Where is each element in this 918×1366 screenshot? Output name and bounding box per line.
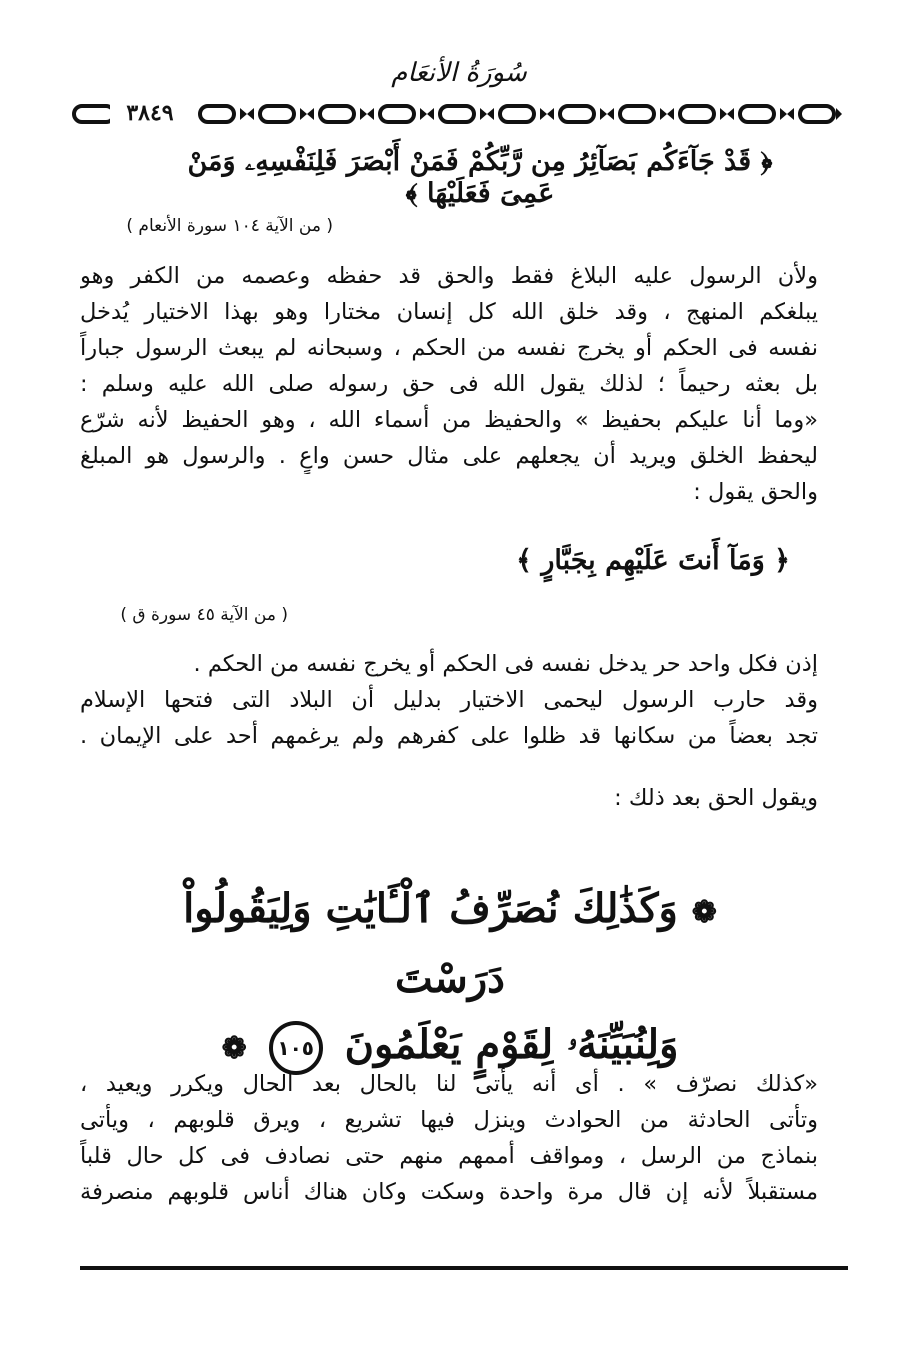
paragraph-3: [80, 1066, 818, 1210]
paragraph-line: نفسه فى الحكم أو يخرج نفسه من الحكم ، وسبحانه لم يبعث الرسول جباراً: [80, 335, 818, 361]
verse-ornament-icon: ❁: [221, 1031, 247, 1066]
paragraph-line: ويقول الحق بعد ذلك :: [614, 785, 818, 811]
paragraph-line: مستقبلاً لأنه إن قال مرة واحدة وسكت وكان هناك أناس قلوبهم منصرفة: [80, 1179, 818, 1205]
paragraph-line: وقد حارب الرسول ليحمى الاختيار بدليل أن البلاد التى فتحها الإسلام: [80, 687, 818, 713]
paragraph-line: تجد بعضاً من سكانها قد ظلوا على كفرهم ولم يرغمهم أحد على الإيمان .: [80, 723, 818, 749]
verse-105-line-1: [150, 876, 750, 1012]
paragraph-line: ولأن الرسول عليه البلاغ فقط والحق قد حفظه وعصمه من الكفر وهو: [80, 263, 818, 289]
paragraph-line: وتأتى الحادثة من الحوادث وينزل فيها تشريع ، ويرق قلوبهم ، ويأتى: [80, 1107, 818, 1133]
verse-text: وَلِنُبَيِّنَهُۥ لِقَوْمٍ يَعْلَمُونَ: [344, 1021, 679, 1068]
paragraph-line: يبلغكم المنهج ، وقد خلق الله كل إنسان مختارا وهو بهذا الاختيار يُدخل: [80, 299, 818, 325]
paragraph-1: [80, 258, 818, 510]
paragraph-2: [80, 646, 818, 754]
footer-rule: [80, 1266, 848, 1270]
transition-line: [80, 780, 818, 816]
verse-reference-104: ( من الآية ١٠٤ سورة الأنعام ): [126, 216, 333, 236]
ayah-number-badge: ١٠٥: [269, 1021, 323, 1075]
paragraph-line: «كذلك نصرّف » . أى أنه يأتى لنا بالحال بعد الحال ويكرر ويعيد ،: [80, 1071, 818, 1097]
verse-ornament-icon: ❁: [691, 895, 717, 930]
paragraph-line: بنماذج من الرسل ، ومواقف أممهم منهم حتى نصادف فى كل حال قلباً: [80, 1143, 818, 1169]
paragraph-line: إذن فكل واحد حر يدخل نفسه فى الحكم أو يخرج نفسه من الحكم .: [193, 651, 818, 677]
paragraph-line: ليحفظ الخلق ويريد أن يجعلهم على مثال حسن واعٍ . والرسول هو المبلغ: [80, 443, 818, 469]
paragraph-line: «وما أنا عليكم بحفيظ » والحفيظ من أسماء الله ، وهو الحفيظ لأنه شرّع: [80, 407, 818, 433]
verse-text: وَكَذَٰلِكَ نُصَرِّفُ ٱلْـَٔايَٰتِ وَلِيَقُولُواْ دَرَسْتَ: [183, 885, 678, 1002]
paragraph-line: والحق يقول :: [693, 479, 818, 505]
paragraph-line: بل بعثه رحيماً ؛ لذلك يقول الله فى حق رسوله صلى الله عليه وسلم :: [80, 371, 818, 397]
verse-reference-45: ( من الآية ٤٥ سورة ق ): [120, 605, 288, 625]
surah-title: سُورَةُ الأنعَام: [391, 58, 527, 88]
page-number: ٣٨٤٩: [110, 100, 190, 126]
quran-verse-104: ﴿ قَدْ جَآءَكُم بَصَآئِرُ مِن رَّبِّكُمْ فَمَنْ أَبْصَرَ فَلِنَفْسِهِۦ وَمَنْ عَمِىَ فَعَلَيْهَا ﴾: [187, 146, 773, 209]
quran-verse-45: ﴿ وَمَآ أَنتَ عَلَيْهِم بِجَبَّارٍ ﴾: [516, 545, 790, 576]
quran-verse-105: [150, 876, 750, 1082]
